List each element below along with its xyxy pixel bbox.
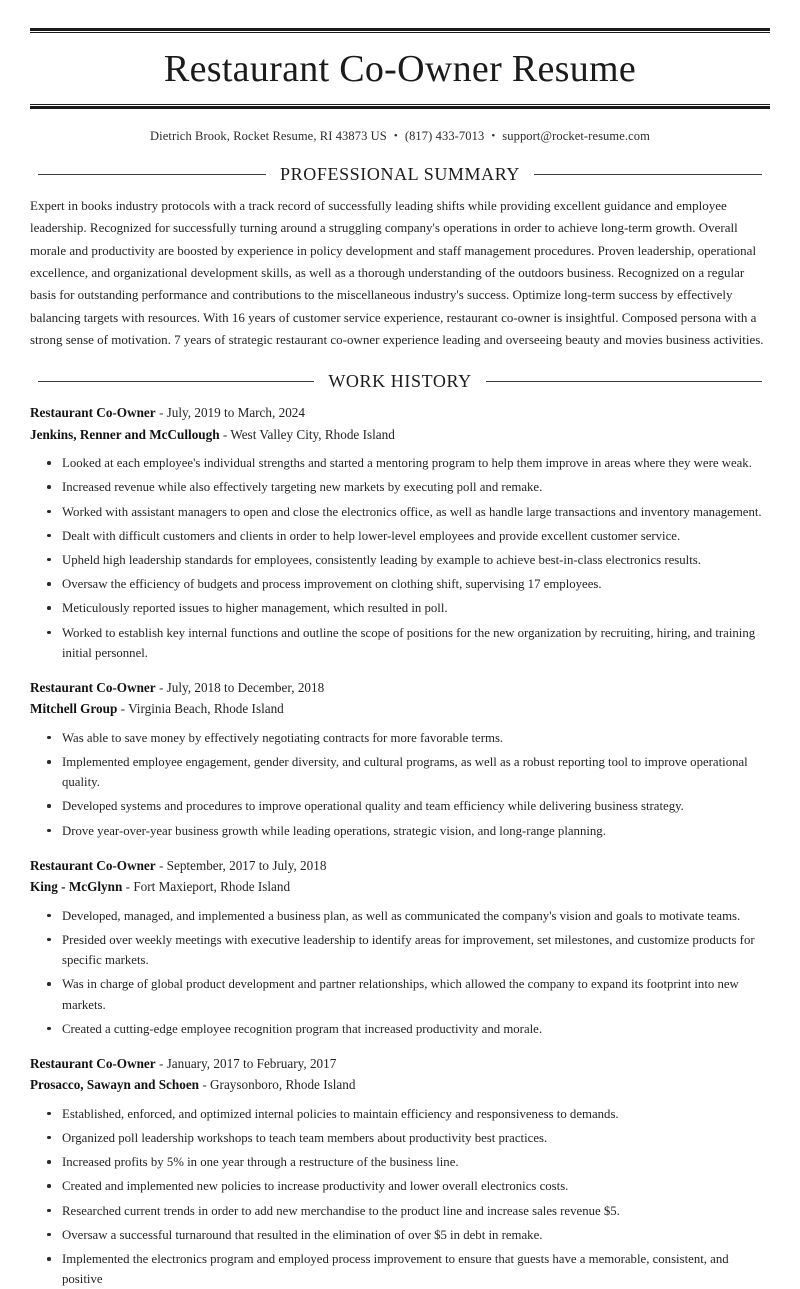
- job-bullet: Increased revenue while also effectively targeting new markets by executing poll and remake.: [30, 477, 770, 497]
- contact-address: Dietrich Brook, Rocket Resume, RI 43873 US: [150, 128, 387, 143]
- job-bullet: Looked at each employee's individual strengths and started a mentoring program to help them improve in areas where they were weak.: [30, 453, 770, 473]
- job-entry: [30, 1053, 770, 1289]
- job-company-line: [30, 1074, 770, 1095]
- job-company: Jenkins, Renner and McCullough: [30, 426, 220, 442]
- job-bullet: Presided over weekly meetings with executive leadership to identify areas for improvement, set milestones, and customize products for specific markets.: [30, 930, 770, 970]
- job-title-dash: -: [155, 405, 167, 421]
- professional-summary-text: Expert in books industry protocols with a track record of successfully leading shifts while providing excellent guidance and employee leadership. Recognized for successfully turning around a struggling company's operations in order to achieve long-term growth. Overall morale and productivity are boosted by experience in policy development and staff management procedures. Proven leadership, operational excellence, and organizational development skills, as well as a thorough understanding of the outdoors business. Recognized on a regular basis for outstanding performance and contributions to the miscellaneous industry's success. Optimize long-term success by effectively balancing targets with resources. With 16 years of customer service experience, restaurant co-owner is insightful. Composed persona with a strong sense of motivation. 7 years of strategic restaurant co-owner experience leading and overseeing beauty and movies business activities.: [30, 197, 764, 347]
- job-company: King - McGlynn: [30, 879, 123, 895]
- heading-rule-right: [534, 174, 762, 175]
- job-bullet: Researched current trends in order to add new merchandise to the product line and increase sales revenue $5.: [30, 1201, 770, 1221]
- header-top-divider: [30, 28, 770, 33]
- job-bullet: Was able to save money by effectively negotiating contracts for more favorable terms.: [30, 728, 770, 748]
- job-bullet: Organized poll leadership workshops to teach team members about productivity best practices.: [30, 1128, 770, 1148]
- heading-rule-left: [38, 381, 314, 382]
- job-bullet-list: [30, 728, 770, 841]
- job-bullet: Developed systems and procedures to improve operational quality and team efficiency while delivering business strategy.: [30, 796, 770, 816]
- job-title-line: [30, 1053, 770, 1074]
- job-dates: July, 2019 to March, 2024: [166, 405, 305, 421]
- job-title: Restaurant Co-Owner: [30, 1055, 156, 1071]
- job-location: Fort Maxieport, Rhode Island: [133, 879, 291, 895]
- job-bullet: Oversaw a successful turnaround that resulted in the elimination of over $5 in debt in remake.: [30, 1225, 770, 1245]
- job-title-line: [30, 402, 770, 423]
- job-company-dash: -: [117, 701, 129, 717]
- job-bullet: Oversaw the efficiency of budgets and process improvement on clothing shift, supervising 17 employees.: [30, 574, 770, 594]
- job-title: Restaurant Co-Owner: [30, 405, 156, 421]
- header-bottom-divider: [30, 104, 770, 109]
- job-title: Restaurant Co-Owner: [30, 857, 156, 873]
- contact-separator-1: •: [393, 129, 398, 142]
- job-bullet: Was in charge of global product development and partner relationships, which allowed the company to expand its footprint into new markets.: [30, 974, 770, 1014]
- contact-email: support@rocket-resume.com: [502, 128, 650, 143]
- heading-rule-right: [486, 381, 762, 382]
- job-dates: September, 2017 to July, 2018: [166, 857, 327, 873]
- job-bullet: Developed, managed, and implemented a business plan, as well as communicated the company's vision and goals to motivate teams.: [30, 906, 770, 926]
- job-title-line: [30, 855, 770, 876]
- job-bullet-list: [30, 453, 770, 663]
- job-title: Restaurant Co-Owner: [30, 680, 156, 696]
- job-company-dash: -: [199, 1077, 211, 1093]
- heading-rule-left: [38, 174, 266, 175]
- job-bullet: Created and implemented new policies to increase productivity and lower overall electronics costs.: [30, 1176, 770, 1196]
- job-bullet: Worked to establish key internal functions and outline the scope of positions for the new organization by recruiting, hiring, and training initial personnel.: [30, 623, 770, 663]
- section-heading-work-history: [30, 371, 770, 392]
- job-dates: July, 2018 to December, 2018: [166, 680, 325, 696]
- job-bullet: Implemented the electronics program and employed process improvement to ensure that guests have a memorable, consistent, and positive: [30, 1249, 770, 1289]
- job-title-dash: -: [155, 680, 167, 696]
- job-bullet: Created a cutting-edge employee recognition program that increased productivity and morale.: [30, 1019, 770, 1039]
- contact-separator-2: •: [491, 129, 496, 142]
- contact-line: [30, 129, 770, 144]
- job-company-line: [30, 876, 770, 897]
- section-heading-professional-summary: [30, 164, 770, 185]
- job-company: Prosacco, Sawayn and Schoen: [30, 1077, 200, 1093]
- job-location: West Valley City, Rhode Island: [230, 426, 395, 442]
- work-history-list: [30, 402, 770, 1289]
- job-bullet-list: [30, 906, 770, 1039]
- job-entry: [30, 855, 770, 1039]
- job-company-dash: -: [122, 879, 134, 895]
- contact-phone: (817) 433-7013: [404, 128, 485, 143]
- job-bullet: Increased profits by 5% in one year through a restructure of the business line.: [30, 1152, 770, 1172]
- job-location: Graysonboro, Rhode Island: [210, 1077, 356, 1093]
- job-bullet-list: [30, 1104, 770, 1289]
- job-bullet: Meticulously reported issues to higher management, which resulted in poll.: [30, 598, 770, 618]
- job-entry: [30, 677, 770, 841]
- job-dates: January, 2017 to February, 2017: [166, 1055, 337, 1071]
- job-bullet: Implemented employee engagement, gender diversity, and cultural programs, as well as a robust reporting tool to improve operational quality.: [30, 752, 770, 792]
- job-title-dash: -: [155, 1055, 167, 1071]
- resume-page: [0, 28, 800, 1289]
- job-company-dash: -: [219, 426, 231, 442]
- job-location: Virginia Beach, Rhode Island: [128, 701, 284, 717]
- job-bullet: Dealt with difficult customers and clients in order to help lower-level employees and provide excellent customer service.: [30, 526, 770, 546]
- job-title-line: [30, 677, 770, 698]
- job-bullet: Upheld high leadership standards for employees, consistently leading by example to achieve best-in-class electronics results.: [30, 550, 770, 570]
- section-title: PROFESSIONAL SUMMARY: [280, 163, 520, 184]
- job-bullet: Drove year-over-year business growth while leading operations, strategic vision, and long-range planning.: [30, 821, 770, 841]
- job-company-line: [30, 424, 770, 445]
- job-bullet: Worked with assistant managers to open and close the electronics office, as well as handle large transactions and inventory management.: [30, 502, 770, 522]
- job-company-line: [30, 698, 770, 719]
- job-title-dash: -: [155, 857, 167, 873]
- job-bullet: Established, enforced, and optimized internal policies to maintain efficiency and responsiveness to demands.: [30, 1104, 770, 1124]
- job-entry: [30, 402, 770, 663]
- section-title: WORK HISTORY: [328, 371, 472, 392]
- job-company: Mitchell Group: [30, 701, 118, 717]
- page-title: Restaurant Co-Owner Resume: [163, 48, 637, 90]
